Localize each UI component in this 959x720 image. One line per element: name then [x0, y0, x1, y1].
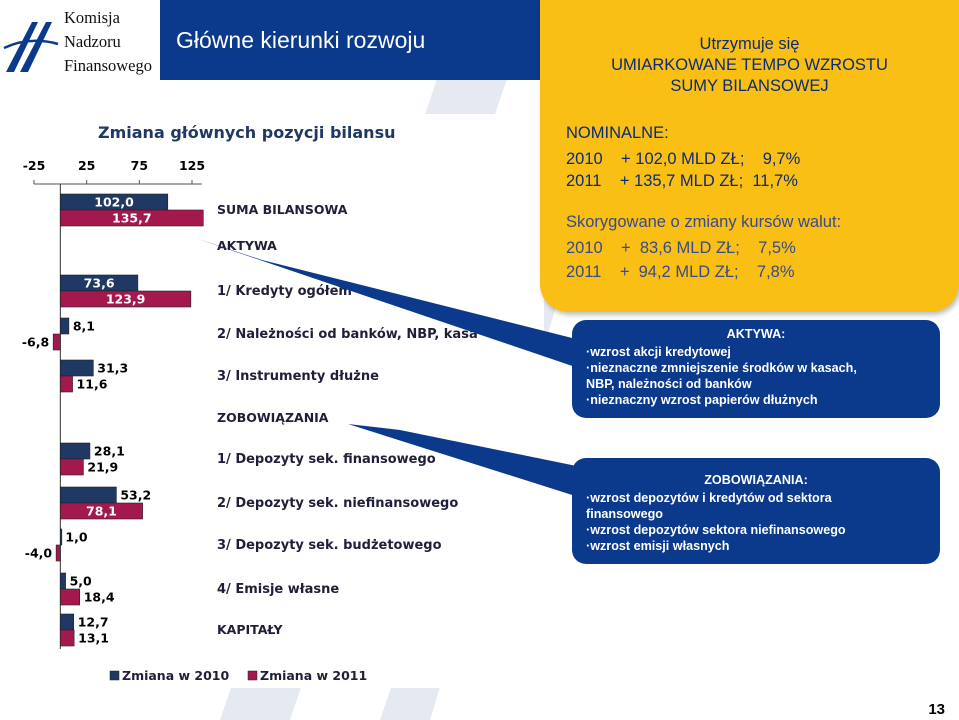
data-label: 18,4 — [83, 589, 115, 605]
data-label: 135,7 — [112, 210, 152, 226]
assets-item: ·wzrost akcji kredytowej — [586, 345, 731, 359]
data-label: -4,0 — [24, 545, 53, 561]
page-number: 13 — [928, 701, 945, 718]
data-label: 5,0 — [69, 573, 92, 589]
category-label: 4/ Emisje własne — [217, 582, 340, 597]
category-label: SUMA BILANSOWA — [217, 202, 348, 217]
liabilities-header: ZOBOWIĄZANIA: — [704, 473, 808, 487]
assets-item: NBP, należności od banków — [586, 377, 752, 391]
category-label: KAPITAŁY — [217, 622, 283, 637]
liabilities-item: ·wzrost depozytów sektora niefinansowego — [586, 523, 846, 537]
assets-item: ·nieznaczny wzrost papierów dłużnych — [586, 393, 818, 407]
data-label: 78,1 — [86, 503, 117, 519]
category-label: 2/ Depozyty sek. niefinansowego — [217, 496, 459, 511]
liabilities-box — [572, 458, 940, 564]
data-label: 8,1 — [72, 318, 96, 334]
x-tick-label: 125 — [178, 158, 206, 173]
nominal-2011: 2011 + 135,7 MLD ZŁ; 11,7% — [566, 172, 798, 190]
data-label: 102,0 — [94, 194, 134, 210]
summary-header-line-1: Utrzymuje się — [699, 35, 800, 53]
summary-box — [540, 0, 959, 312]
category-label: ZOBOWIĄZANIA — [217, 410, 329, 425]
chart-title: Zmiana głównych pozycji bilansu — [98, 123, 396, 142]
category-label: 1/ Depozyty sek. finansowego — [217, 452, 436, 467]
category-label: 3/ Depozyty sek. budżetowego — [217, 538, 442, 553]
liabilities-item: finansowego — [586, 507, 663, 521]
logo-line-3: Finansowego — [64, 56, 152, 75]
x-tick-label: 25 — [77, 158, 96, 173]
logo-line-2: Nadzoru — [64, 32, 121, 51]
data-label: 13,1 — [78, 630, 109, 646]
slide-title: Główne kierunki rozwoju — [176, 27, 426, 53]
assets-item: ·nieznaczne zmniejszenie środków w kasach, — [586, 361, 857, 375]
category-label: 1/ Kredyty ogółem — [217, 284, 352, 299]
data-label: 12,7 — [77, 614, 109, 630]
adjusted-title: Skorygowane o zmiany kursów walut: — [566, 213, 842, 231]
data-label: 11,6 — [76, 376, 108, 392]
data-label: 1,0 — [65, 529, 88, 545]
data-label: 73,6 — [83, 275, 115, 291]
category-label: 2/ Należności od banków, NBP, kasa — [217, 327, 478, 342]
assets-header: AKTYWA: — [726, 327, 786, 341]
data-label: 21,9 — [87, 459, 119, 475]
x-tick-label: 75 — [130, 158, 149, 173]
data-label: 123,9 — [105, 291, 146, 307]
logo-line-1: Komisja — [64, 8, 120, 27]
data-label: 31,3 — [97, 360, 129, 376]
assets-box — [572, 320, 940, 418]
x-tick-label: -25 — [22, 158, 46, 173]
nominal-2010: 2010 + 102,0 MLD ZŁ; 9,7% — [566, 150, 801, 168]
liabilities-callout-arrow — [348, 424, 596, 500]
summary-header-line-2: UMIARKOWANE TEMPO WZROSTU — [611, 56, 888, 74]
nominal-title: NOMINALNE: — [566, 124, 669, 142]
legend-label: Zmiana w 2011 — [260, 668, 368, 683]
data-label: 28,1 — [93, 443, 125, 459]
adjusted-2011: 2011 + 94,2 MLD ZŁ; 7,8% — [566, 263, 795, 281]
summary-header-line-3: SUMY BILANSOWEJ — [670, 77, 829, 95]
category-label: 3/ Instrumenty dłużne — [217, 369, 379, 384]
category-label: AKTYWA — [217, 238, 277, 253]
adjusted-2010: 2010 + 83,6 MLD ZŁ; 7,5% — [566, 239, 796, 257]
data-label: 53,2 — [120, 487, 152, 503]
liabilities-item: ·wzrost emisji własnych — [586, 539, 730, 553]
data-label: -6,8 — [21, 334, 50, 350]
summary-header — [540, 34, 959, 97]
legend-label: Zmiana w 2010 — [122, 668, 230, 683]
liabilities-item: ·wzrost depozytów i kredytów od sektora — [586, 491, 832, 505]
